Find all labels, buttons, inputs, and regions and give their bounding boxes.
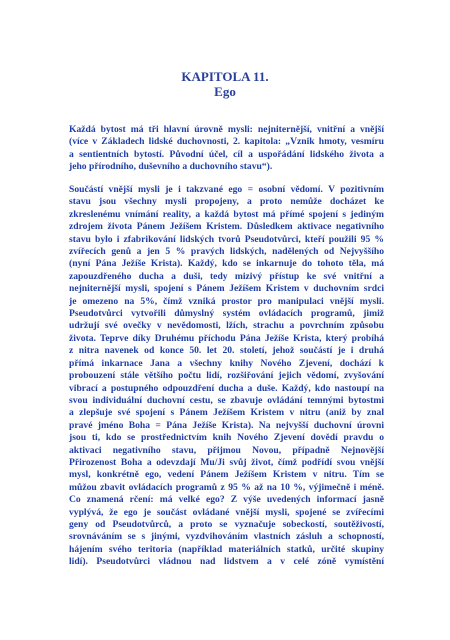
text-line: zvířecích genů a jen 5 % pravých lidských, nadělených od Nejvyššího	[69, 246, 384, 258]
text-line: aktivaci negativního stavu, přijmou Novou, případně Nejnovější	[69, 444, 384, 456]
text-line: udržují své ovečky v nevědomosti, lžích, strachu a povrchním způsobu	[69, 320, 384, 332]
text-line: stavu jsou všechny mysli propojeny, a proto nemůže docházet ke	[69, 196, 384, 208]
text-line: vibrací a postupného odpouzdření ducha a duše. Každý, kdo nastoupí na	[69, 382, 384, 394]
text-line: pravé jméno Boha = Pána Ježíše Krista). Na nejvyšší duchovní úrovni	[69, 419, 384, 431]
text-line: z nitra navenek od konce 50. let 20. století, jehož součástí je i druhá	[69, 345, 384, 357]
text-line: Součástí vnější mysli je i takzvané ego = osobní vědomí. V pozitivním	[69, 184, 384, 195]
text-line: můžou zbavit ovládacích programů z 95 % až na 10 %, výjimečně i méně.	[69, 481, 384, 493]
text-line: svou individuální duchovní cestu, se zbavuje ovládání temnými bytostmi	[69, 394, 384, 406]
text-line: hájením svého teritoria (například materiálních statků, určité skupiny	[69, 543, 384, 555]
text-line: mysl, konkrétně ego, vedení Pánem Ježíšem Kristem v nitru. Tím se	[69, 469, 384, 481]
text-line: je omezeno na 5%, čímž vzniká prostor pro manipulaci vnější mysli.	[69, 295, 384, 307]
text-line: zkreslenému vnímání reality, a každá bytost má přímé spojení s jediným	[69, 208, 384, 220]
text-line: probouzení stále většího počtu lidí, rozšiřování jejich vědomí, zvyšování	[69, 370, 384, 382]
text-line: jsou ti, kdo se prostřednictvím knih Nového Zjevení dovědí pravdu o	[69, 432, 384, 444]
text-line: jeho přírodního, duševního a duchovního stavu“).	[69, 161, 273, 173]
text-line: vyplývá, že ego je součást ovládané vnější mysli, spojené se zvířecími	[69, 506, 384, 518]
text-line: stavu bylo i zfabrikování lidských tvorů Pseudotvůrci, kteří použili 95 %	[69, 233, 384, 245]
text-line: Přirozenost Boha a odevzdají Mu/Ji svůj život, čímž podřídí svou vnější	[69, 456, 384, 468]
text-line: Co znamená rčení: má velké ego? Z výše uvedených informací jasně	[69, 494, 384, 506]
chapter-number: KAPITOLA 11.	[181, 69, 269, 84]
text-line: Každá bytost má tři hlavní úrovně mysli: nejniternější, vnitřní a vnější	[69, 124, 384, 135]
text-line: (více v Základech lidské duchovnosti, 2. kapitola: „Vznik hmoty, vesmíru	[69, 136, 384, 148]
text-line: geny od Pseudotvůrců, a proto se vyznačuje sobeckostí, soutěživostí,	[69, 518, 384, 530]
text-line: srovnáváním se s jinými, vyzdvihováním vlastních zásluh a schopností,	[69, 531, 384, 543]
text-line: Pseudotvůrci vytvořili důmyslný systém ovládacích programů, jimiž	[69, 308, 384, 320]
paragraph-main	[69, 184, 384, 569]
paragraph-intro	[69, 124, 384, 174]
text-line: (nyní Pána Ježíše Krista). Každý, kdo se inkarnuje do tohoto těla, má	[69, 258, 384, 270]
text-line: a zlepšuje své spojení s Pánem Ježíšem Kristem v nitru (aniž by znal	[69, 407, 384, 419]
text-line: přímá inkarnace Jana a všechny knihy Nového Zjevení, dochází k	[69, 357, 384, 369]
text-line: lidí). Pseudotvůrci vládnou nad lidstvem a v celé zóně vymístění	[69, 556, 384, 568]
chapter-title: Ego	[214, 84, 236, 99]
text-line: zdrojem života Pánem Ježíšem Kristem. Důsledkem aktivace negativního	[69, 221, 384, 233]
text-line: života. Teprve díky Druhému příchodu Pána Ježíše Krista, který probíhá	[69, 332, 384, 344]
text-line: a sentientních bytostí. Původní účel, cíl a uspořádání lidského života a	[69, 148, 384, 160]
text-line: nejniternější mysli, spojení s Pánem Ježíšem Kristem v duchovním srdci	[69, 283, 384, 295]
text-line: zapouzdřeného ducha a duši, tedy mizivý přístup ke své vnitřní a	[69, 270, 384, 282]
